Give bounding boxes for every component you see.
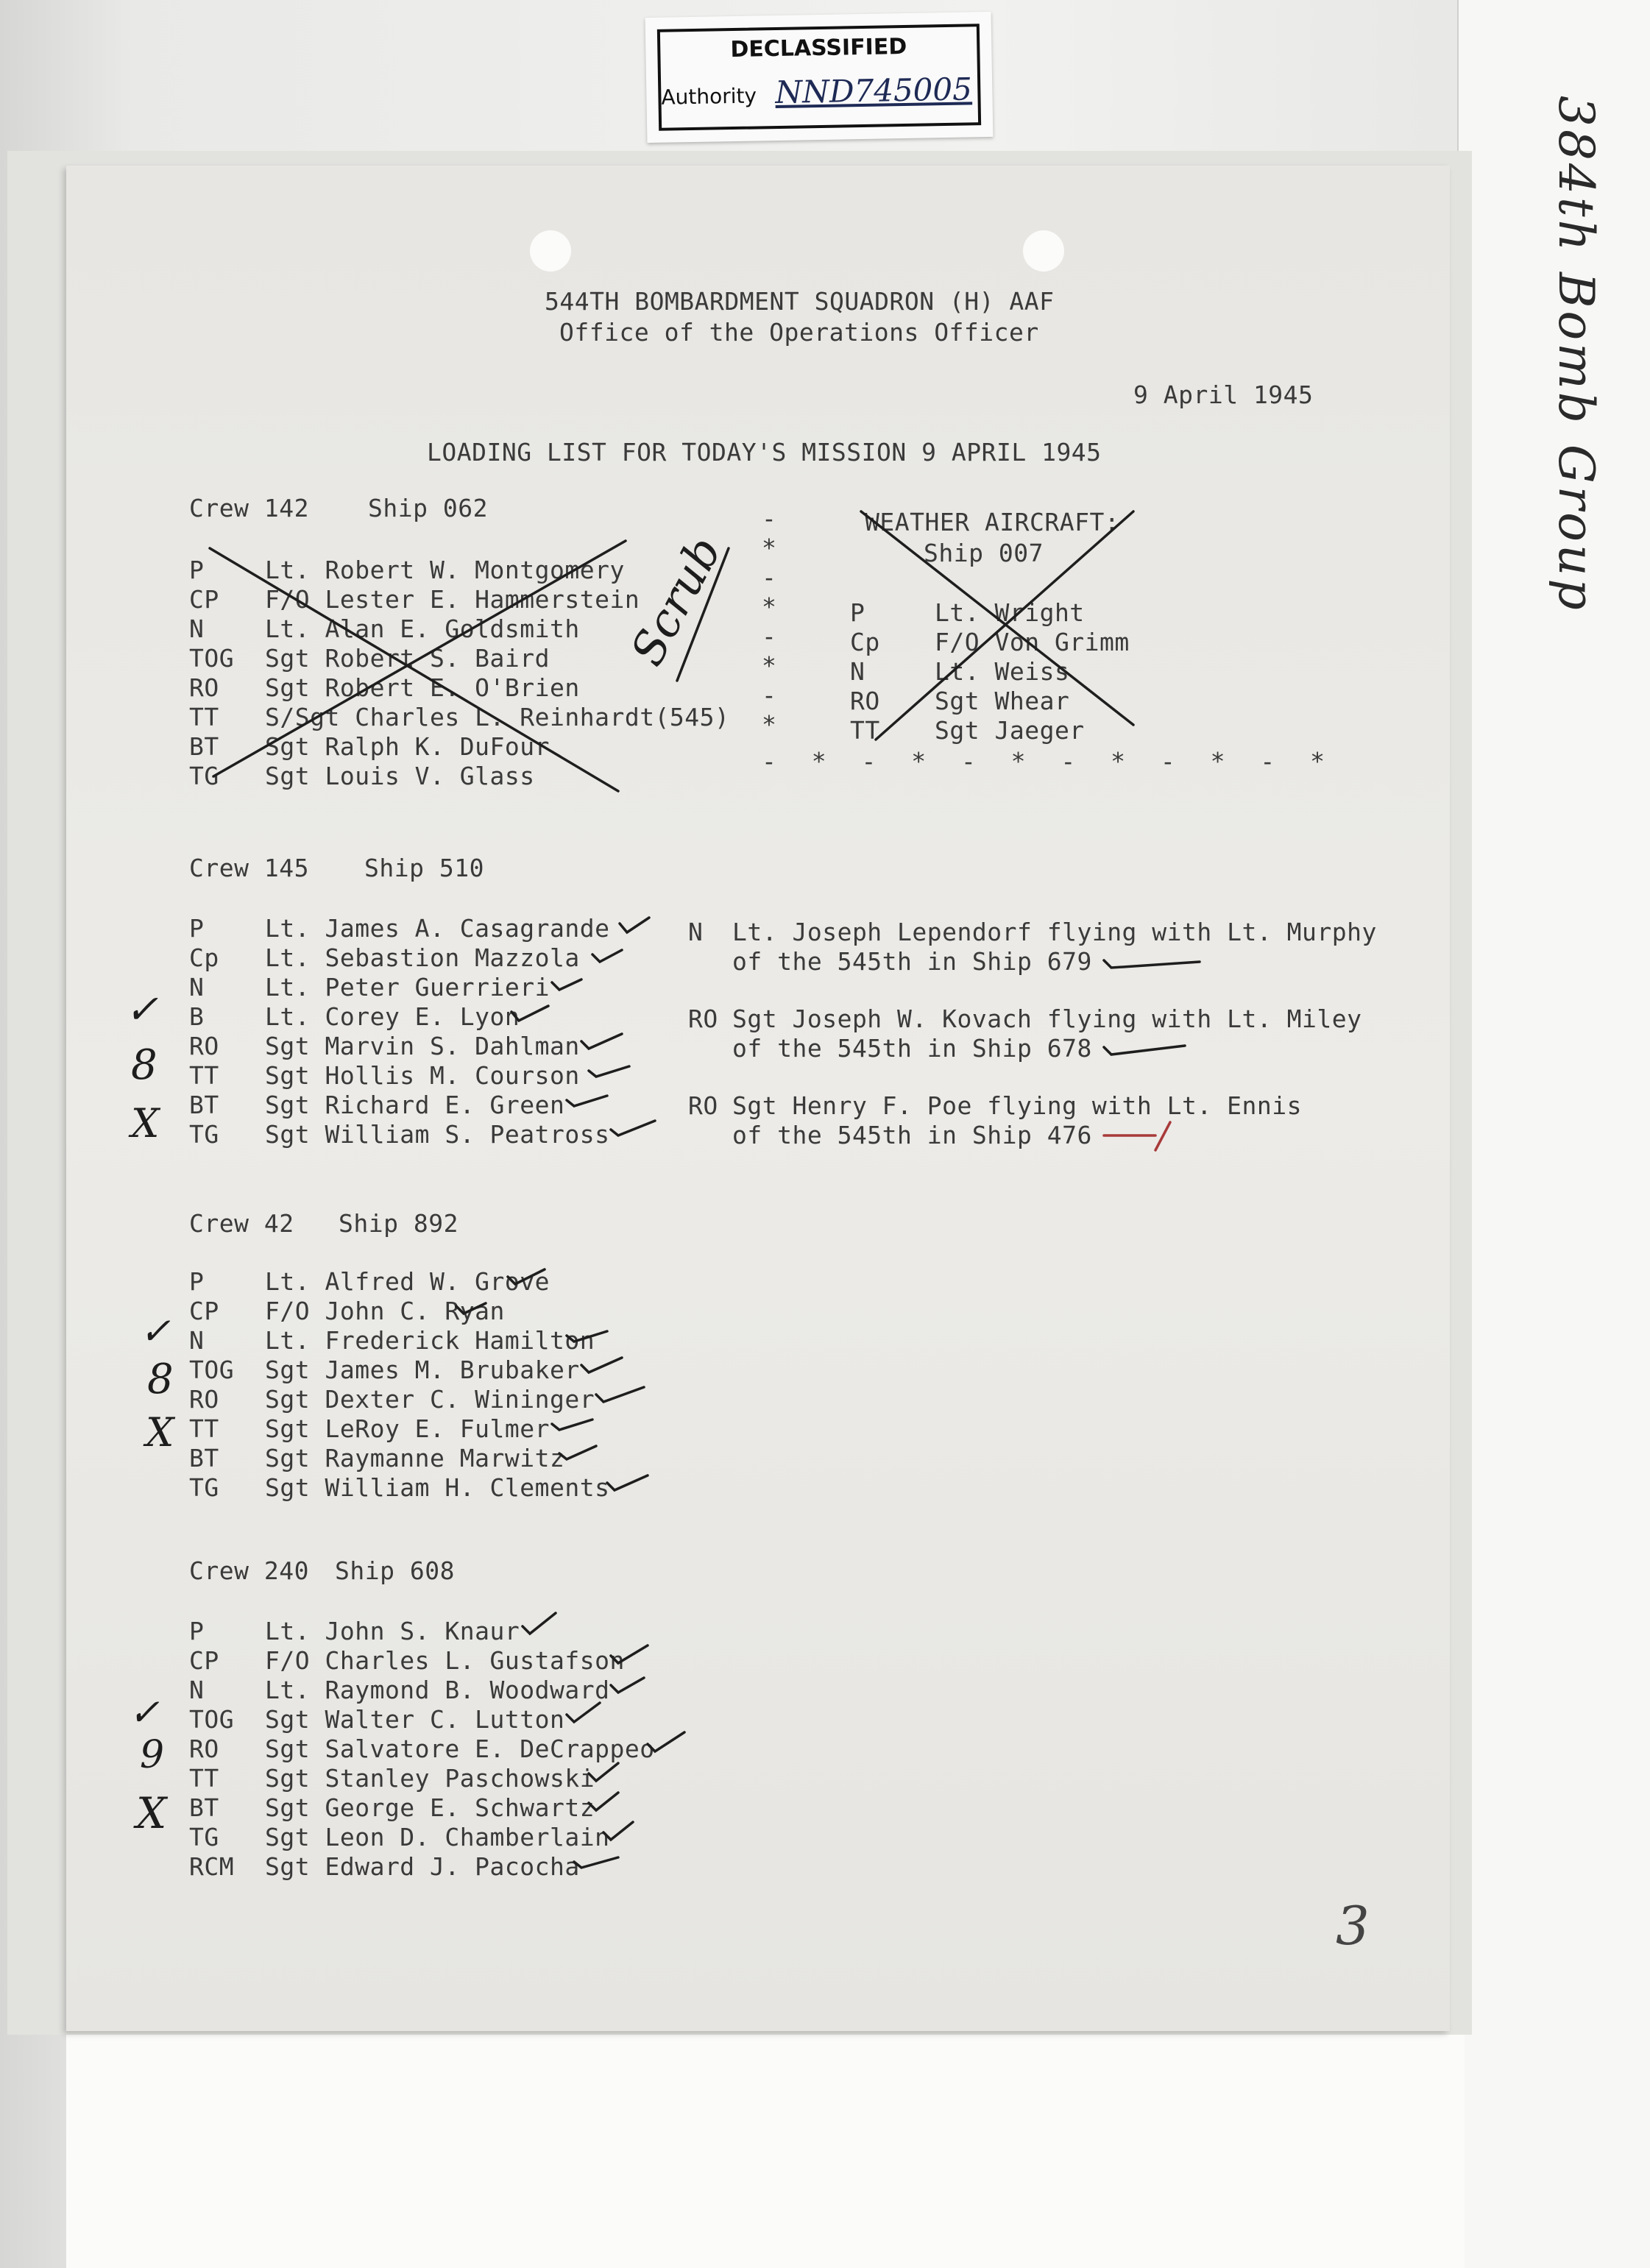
weather-position: N (850, 657, 865, 686)
margin-number: 8 (147, 1356, 174, 1403)
declassified-stamp (645, 12, 994, 143)
mission-title: LOADING LIST FOR TODAY'S MISSION 9 APRIL 1945 (427, 438, 1102, 467)
crew-member: Lt. Robert W. Montgomery (265, 556, 625, 584)
note-line: of the 545th in Ship 476 (732, 1121, 1092, 1149)
strike-line (210, 548, 618, 791)
crew-member: Sgt Dexter C. Wininger (265, 1385, 595, 1414)
stamp-title: DECLASSIFIED (730, 33, 907, 63)
weather-position: P (850, 598, 865, 627)
crew-position: CP (189, 585, 219, 614)
crew-ship: Ship 892 (339, 1209, 458, 1238)
loading-list-sheet (66, 166, 1450, 2031)
crew-member: Sgt Leon D. Chamberlain (265, 1823, 610, 1851)
crew-member: Sgt George E. Schwartz (265, 1793, 595, 1822)
note-line: Lt. Joseph Lependorf flying with Lt. Murphy (732, 918, 1377, 946)
check-mark (589, 1066, 629, 1077)
strike-line (861, 511, 1133, 725)
check-mark (581, 1034, 622, 1049)
divider-mark: - (762, 622, 777, 651)
crew-position: BT (189, 1444, 219, 1473)
note-position: RO (688, 1004, 718, 1033)
crew-position: TT (189, 1764, 219, 1793)
crew-member: F/O Lester E. Hammerstein (265, 585, 640, 614)
bottom-margin (66, 2035, 1465, 2268)
divider-mark: * (762, 592, 777, 621)
unit-heading: 544TH BOMBARDMENT SQUADRON (H) AAF (545, 287, 1055, 316)
crew-position: N (189, 614, 205, 643)
crew-member: Lt. Alfred W. Grove (265, 1267, 550, 1296)
crew-member: F/O Charles L. Gustafson (265, 1646, 625, 1675)
crew-position: P (189, 556, 205, 584)
crew142-scrawl: Scrub (620, 528, 732, 674)
crew-position: Cp (189, 943, 219, 972)
check-mark (592, 950, 622, 962)
pen-marks (66, 166, 1450, 2031)
crew-member: F/O John C. Ryan (265, 1297, 505, 1325)
crew-member: Sgt Salvatore E. DeCrappeo (265, 1734, 655, 1763)
crew-position: P (189, 1617, 205, 1645)
note-line: Sgt Henry F. Poe flying with Lt. Ennis (732, 1091, 1302, 1120)
crew-position: CP (189, 1297, 219, 1325)
crew-member: Sgt William H. Clements (265, 1473, 610, 1502)
strike-line (677, 548, 729, 681)
crew-position: TG (189, 1823, 219, 1851)
crew-member: Lt. James A. Casagrande (265, 914, 610, 943)
check-mark (611, 1678, 644, 1693)
margin-x: X (136, 1788, 167, 1838)
check-mark (574, 1857, 618, 1868)
weather-position: RO (850, 687, 880, 715)
crew-member: Sgt Robert E. O'Brien (265, 673, 580, 702)
crew-heading: Crew 240 (189, 1556, 309, 1585)
crew-member: Lt. Alan E. Goldsmith (265, 614, 580, 643)
check-mark (648, 1732, 684, 1751)
divider-mark: - (762, 563, 777, 592)
crew-position: TT (189, 703, 219, 731)
crew-member: Lt. Sebastion Mazzola (265, 943, 580, 972)
crew-member: Sgt LeRoy E. Fulmer (265, 1414, 550, 1443)
divider-mark: * (762, 710, 777, 739)
crew-member: Sgt Richard E. Green (265, 1091, 565, 1119)
check-mark (589, 1793, 618, 1810)
check-mark (559, 1446, 596, 1459)
stamp-authority-number: NND745005 (774, 71, 973, 111)
crew-position: TOG (189, 1356, 235, 1384)
crew-position: TOG (189, 1705, 235, 1734)
crew-position: N (189, 1326, 205, 1355)
crew-position: N (189, 1676, 205, 1704)
crew-position: RO (189, 673, 219, 702)
check-mark (589, 1763, 618, 1781)
stamp-authority-label: Authority (661, 83, 757, 110)
crew-ship: Ship 608 (335, 1556, 455, 1585)
crew-position: TT (189, 1414, 219, 1443)
check-mark (508, 1269, 545, 1284)
check-mark (552, 1420, 592, 1430)
check-mark (552, 979, 581, 990)
note-line: of the 545th in Ship 679 (732, 947, 1092, 976)
weather-member: F/O Von Grimm (935, 628, 1130, 656)
crew-member: Lt. Peter Guerrieri (265, 973, 550, 1002)
crew-position: RO (189, 1385, 219, 1414)
crew-position: CP (189, 1646, 219, 1675)
check-mark (607, 1475, 648, 1490)
document-date: 9 April 1945 (1133, 380, 1314, 409)
note-position: N (688, 918, 704, 946)
binder-note: 384th Bomb Group (1548, 96, 1604, 613)
crew-member: Sgt Louis V. Glass (265, 762, 535, 790)
strike-line (213, 541, 626, 776)
margin-check: ✓ (125, 986, 159, 1032)
divider-mark: - (762, 681, 777, 709)
crew-position: P (189, 1267, 205, 1296)
crew-member: Sgt Edward J. Pacocha (265, 1852, 580, 1881)
office-heading: Office of the Operations Officer (559, 318, 1039, 347)
weather-position: Cp (850, 628, 880, 656)
crew-heading: Crew 42 (189, 1209, 294, 1238)
weather-member: Lt. Wright (935, 598, 1085, 627)
check-mark (1104, 960, 1200, 968)
weather-position: TT (850, 716, 880, 745)
check-mark (567, 1331, 607, 1342)
note-position: RO (688, 1091, 718, 1120)
check-mark (456, 1303, 486, 1314)
check-mark (596, 1387, 644, 1402)
crew-position: TG (189, 1473, 219, 1502)
divider-mark: - (762, 504, 777, 533)
crew-member: Lt. Corey E. Lyon (265, 1002, 520, 1031)
check-mark (523, 1613, 556, 1634)
check-mark (1104, 1046, 1185, 1055)
crew-member: Sgt William S. Peatross (265, 1120, 610, 1149)
margin-check: ✓ (129, 1691, 160, 1734)
strike-line (876, 511, 1133, 740)
margin-x: X (131, 1100, 160, 1147)
weather-member: Sgt Jaeger (935, 716, 1085, 745)
margin-number: 8 (131, 1041, 157, 1089)
check-mark (581, 1358, 622, 1372)
crew-member: Lt. Raymond B. Woodward (265, 1676, 610, 1704)
page-number: 3 (1336, 1895, 1370, 1957)
crew-member: Sgt Hollis M. Courson (265, 1061, 580, 1090)
margin-number: 9 (140, 1733, 165, 1777)
check-mark (567, 1096, 607, 1106)
crew-position: BT (189, 1793, 219, 1822)
crew-member: Sgt Walter C. Lutton (265, 1705, 565, 1734)
crew-heading: Crew 142 (189, 494, 309, 522)
crew-position: TOG (189, 644, 235, 673)
crew-position: B (189, 1002, 205, 1031)
crew-member: Sgt Raymanne Marwitz (265, 1444, 565, 1473)
crew-member: Sgt Marvin S. Dahlman (265, 1032, 580, 1060)
crew-position: RO (189, 1734, 219, 1763)
crew-member: Sgt James M. Brubaker (265, 1356, 580, 1384)
crew-position: TT (189, 1061, 219, 1090)
crew-member: Sgt Stanley Paschowski (265, 1764, 595, 1793)
note-line: Sgt Joseph W. Kovach flying with Lt. Miley (732, 1004, 1362, 1033)
margin-x: X (146, 1409, 174, 1456)
crew-position: TG (189, 1120, 219, 1149)
crew-position: BT (189, 732, 219, 761)
check-mark (603, 1822, 633, 1840)
check-mark (611, 1121, 655, 1135)
check-mark (611, 1645, 648, 1663)
weather-ship: Ship 007 (924, 539, 1044, 567)
crew-member: Sgt Ralph K. DuFour (265, 732, 550, 761)
crew-ship: Ship 510 (364, 854, 484, 882)
check-mark (511, 1006, 548, 1021)
crew-member: Sgt Robert S. Baird (265, 644, 550, 673)
crew-member: Lt. John S. Knaur (265, 1617, 520, 1645)
divider-mark: * (762, 651, 777, 680)
weather-title: WEATHER AIRCRAFT: (865, 508, 1120, 536)
crew-position: BT (189, 1091, 219, 1119)
margin-check: ✓ (140, 1310, 171, 1353)
weather-bottom-line: - * - * - * - * - * - * (762, 747, 1335, 776)
crew-position: RO (189, 1032, 219, 1060)
crew-position: P (189, 914, 205, 943)
check-mark (567, 1703, 600, 1722)
check-mark (620, 918, 649, 932)
note-line: of the 545th in Ship 678 (732, 1034, 1092, 1063)
weather-member: Sgt Whear (935, 687, 1070, 715)
check-mark (1104, 1122, 1170, 1150)
crew-ship: Ship 062 (368, 494, 488, 522)
crew-heading: Crew 145 (189, 854, 309, 882)
crew-member: Lt. Frederick Hamilton (265, 1326, 595, 1355)
crew-position: N (189, 973, 205, 1002)
divider-mark: * (762, 534, 777, 562)
crew-member: S/Sgt Charles L. Reinhardt(545) (265, 703, 730, 731)
weather-member: Lt. Weiss (935, 657, 1070, 686)
crew-position: RCM (189, 1852, 235, 1881)
crew-position: TG (189, 762, 219, 790)
